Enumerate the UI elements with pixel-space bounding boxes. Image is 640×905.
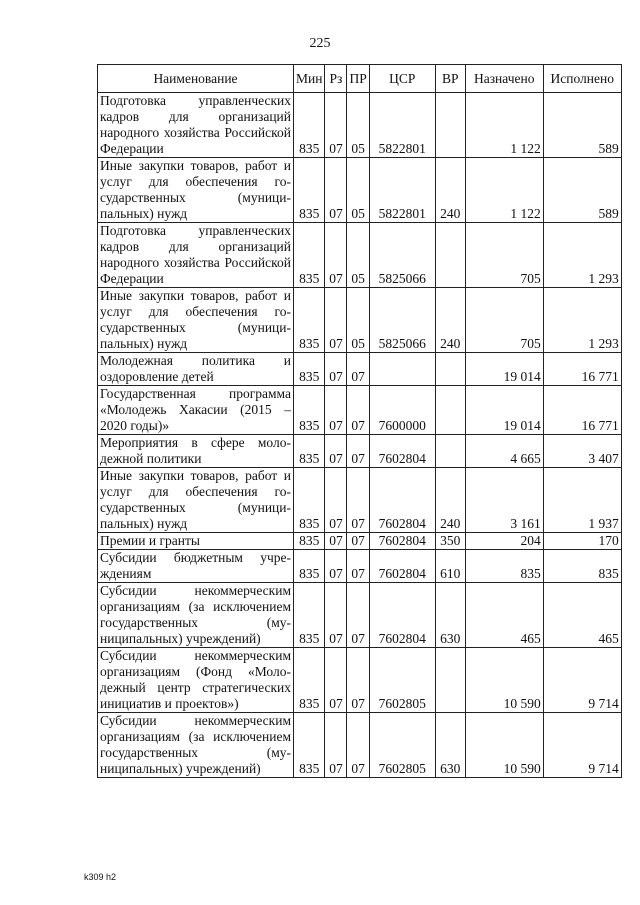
cell-name: Премии и гранты bbox=[98, 533, 294, 550]
header-vr: ВР bbox=[435, 65, 465, 93]
cell-min: 835 bbox=[294, 550, 325, 583]
cell-csr: 7602804 bbox=[369, 533, 435, 550]
table-row bbox=[98, 468, 622, 533]
cell-rz: 07 bbox=[325, 93, 347, 158]
cell-assigned: 705 bbox=[465, 223, 543, 288]
cell-csr: 7602805 bbox=[369, 648, 435, 713]
cell-min: 835 bbox=[294, 386, 325, 435]
cell-min: 835 bbox=[294, 533, 325, 550]
cell-pr: 05 bbox=[347, 288, 369, 353]
cell-rz: 07 bbox=[325, 713, 347, 778]
header-pr: ПР bbox=[347, 65, 369, 93]
header-csr: ЦСР bbox=[369, 65, 435, 93]
cell-name: Субсидии некоммерческим организациям (Фонд «Молодежный центр стратегических инициатив и проектов») bbox=[98, 648, 294, 713]
table-row bbox=[98, 713, 622, 778]
cell-pr: 07 bbox=[347, 533, 369, 550]
table-body bbox=[98, 93, 622, 778]
cell-vr: 630 bbox=[435, 713, 465, 778]
cell-assigned: 4 665 bbox=[465, 435, 543, 468]
cell-assigned: 10 590 bbox=[465, 713, 543, 778]
cell-csr: 7602804 bbox=[369, 550, 435, 583]
header-min: Мин bbox=[294, 65, 325, 93]
table-row bbox=[98, 583, 622, 648]
cell-vr: 630 bbox=[435, 583, 465, 648]
table-row bbox=[98, 158, 622, 223]
cell-min: 835 bbox=[294, 583, 325, 648]
cell-name: Иные закупки товаров, работ и услуг для обеспечения государственных (муниципальных) нужд bbox=[98, 158, 294, 223]
cell-assigned: 19 014 bbox=[465, 353, 543, 386]
cell-csr: 5825066 bbox=[369, 288, 435, 353]
cell-vr: 610 bbox=[435, 550, 465, 583]
cell-rz: 07 bbox=[325, 353, 347, 386]
cell-vr bbox=[435, 435, 465, 468]
header-executed: Исполнено bbox=[543, 65, 621, 93]
table-row bbox=[98, 648, 622, 713]
cell-rz: 07 bbox=[325, 550, 347, 583]
cell-rz: 07 bbox=[325, 158, 347, 223]
cell-min: 835 bbox=[294, 158, 325, 223]
table-row bbox=[98, 533, 622, 550]
cell-vr bbox=[435, 648, 465, 713]
cell-name: Молодежная политика и оздоровление детей bbox=[98, 353, 294, 386]
cell-csr: 7602804 bbox=[369, 583, 435, 648]
cell-pr: 05 bbox=[347, 158, 369, 223]
cell-rz: 07 bbox=[325, 533, 347, 550]
cell-min: 835 bbox=[294, 713, 325, 778]
cell-vr bbox=[435, 386, 465, 435]
cell-executed: 835 bbox=[543, 550, 621, 583]
cell-csr: 7602805 bbox=[369, 713, 435, 778]
cell-executed: 1 293 bbox=[543, 288, 621, 353]
cell-csr: 5822801 bbox=[369, 158, 435, 223]
cell-name: Подготовка управленческих кадров для организаций народного хозяйства Российской Федерации bbox=[98, 223, 294, 288]
cell-assigned: 705 bbox=[465, 288, 543, 353]
cell-assigned: 465 bbox=[465, 583, 543, 648]
cell-min: 835 bbox=[294, 468, 325, 533]
table-row bbox=[98, 93, 622, 158]
cell-executed: 465 bbox=[543, 583, 621, 648]
cell-assigned: 3 161 bbox=[465, 468, 543, 533]
cell-executed: 3 407 bbox=[543, 435, 621, 468]
cell-name: Государственная программа «Молодежь Хакасии (2015 – 2020 годы)» bbox=[98, 386, 294, 435]
cell-rz: 07 bbox=[325, 435, 347, 468]
cell-min: 835 bbox=[294, 288, 325, 353]
cell-csr: 7602804 bbox=[369, 468, 435, 533]
cell-csr: 5825066 bbox=[369, 223, 435, 288]
cell-csr: 7602804 bbox=[369, 435, 435, 468]
cell-csr: 7600000 bbox=[369, 386, 435, 435]
cell-min: 835 bbox=[294, 223, 325, 288]
cell-executed: 170 bbox=[543, 533, 621, 550]
cell-min: 835 bbox=[294, 353, 325, 386]
cell-executed: 1 293 bbox=[543, 223, 621, 288]
cell-rz: 07 bbox=[325, 648, 347, 713]
page-number: 225 bbox=[309, 36, 331, 51]
cell-executed: 1 937 bbox=[543, 468, 621, 533]
cell-pr: 07 bbox=[347, 550, 369, 583]
table-row bbox=[98, 386, 622, 435]
cell-name: Иные закупки товаров, работ и услуг для обеспечения государственных (муниципальных) нужд bbox=[98, 468, 294, 533]
cell-rz: 07 bbox=[325, 223, 347, 288]
table-row bbox=[98, 288, 622, 353]
cell-rz: 07 bbox=[325, 583, 347, 648]
cell-pr: 07 bbox=[347, 435, 369, 468]
cell-name: Субсидии некоммерческим организациям (за исключением государственных (муниципальных) учреждений) bbox=[98, 713, 294, 778]
header-name: Наименование bbox=[98, 65, 294, 93]
cell-executed: 589 bbox=[543, 93, 621, 158]
cell-vr bbox=[435, 223, 465, 288]
cell-name: Субсидии бюджетным учреждениям bbox=[98, 550, 294, 583]
cell-executed: 9 714 bbox=[543, 648, 621, 713]
cell-name: Мероприятия в сфере молодежной политики bbox=[98, 435, 294, 468]
cell-vr: 350 bbox=[435, 533, 465, 550]
cell-rz: 07 bbox=[325, 288, 347, 353]
cell-rz: 07 bbox=[325, 468, 347, 533]
table-row bbox=[98, 550, 622, 583]
cell-assigned: 204 bbox=[465, 533, 543, 550]
cell-vr: 240 bbox=[435, 288, 465, 353]
cell-pr: 05 bbox=[347, 93, 369, 158]
header-assigned: Назначено bbox=[465, 65, 543, 93]
budget-table bbox=[97, 64, 622, 778]
table-row bbox=[98, 223, 622, 288]
cell-assigned: 10 590 bbox=[465, 648, 543, 713]
cell-executed: 16 771 bbox=[543, 386, 621, 435]
cell-pr: 07 bbox=[347, 583, 369, 648]
cell-csr bbox=[369, 353, 435, 386]
cell-assigned: 1 122 bbox=[465, 93, 543, 158]
footer-code: k309 h2 bbox=[84, 872, 117, 882]
cell-pr: 07 bbox=[347, 648, 369, 713]
cell-name: Подготовка управленческих кадров для организаций народного хозяйства Российской Федерации bbox=[98, 93, 294, 158]
cell-min: 835 bbox=[294, 648, 325, 713]
cell-vr bbox=[435, 353, 465, 386]
cell-pr: 07 bbox=[347, 713, 369, 778]
table-row bbox=[98, 353, 622, 386]
header-row bbox=[98, 65, 622, 93]
header-rz: Рз bbox=[325, 65, 347, 93]
cell-rz: 07 bbox=[325, 386, 347, 435]
cell-vr: 240 bbox=[435, 158, 465, 223]
cell-name: Иные закупки товаров, работ и услуг для обеспечения государственных (муниципальных) нужд bbox=[98, 288, 294, 353]
cell-min: 835 bbox=[294, 435, 325, 468]
cell-pr: 07 bbox=[347, 353, 369, 386]
cell-assigned: 835 bbox=[465, 550, 543, 583]
cell-assigned: 19 014 bbox=[465, 386, 543, 435]
cell-vr: 240 bbox=[435, 468, 465, 533]
cell-executed: 16 771 bbox=[543, 353, 621, 386]
cell-csr: 5822801 bbox=[369, 93, 435, 158]
cell-executed: 589 bbox=[543, 158, 621, 223]
cell-name: Субсидии некоммерческим организациям (за исключением государственных (муниципальных) учреждений) bbox=[98, 583, 294, 648]
table-row bbox=[98, 435, 622, 468]
cell-assigned: 1 122 bbox=[465, 158, 543, 223]
cell-pr: 05 bbox=[347, 223, 369, 288]
cell-vr bbox=[435, 93, 465, 158]
cell-pr: 07 bbox=[347, 468, 369, 533]
cell-pr: 07 bbox=[347, 386, 369, 435]
cell-executed: 9 714 bbox=[543, 713, 621, 778]
cell-min: 835 bbox=[294, 93, 325, 158]
